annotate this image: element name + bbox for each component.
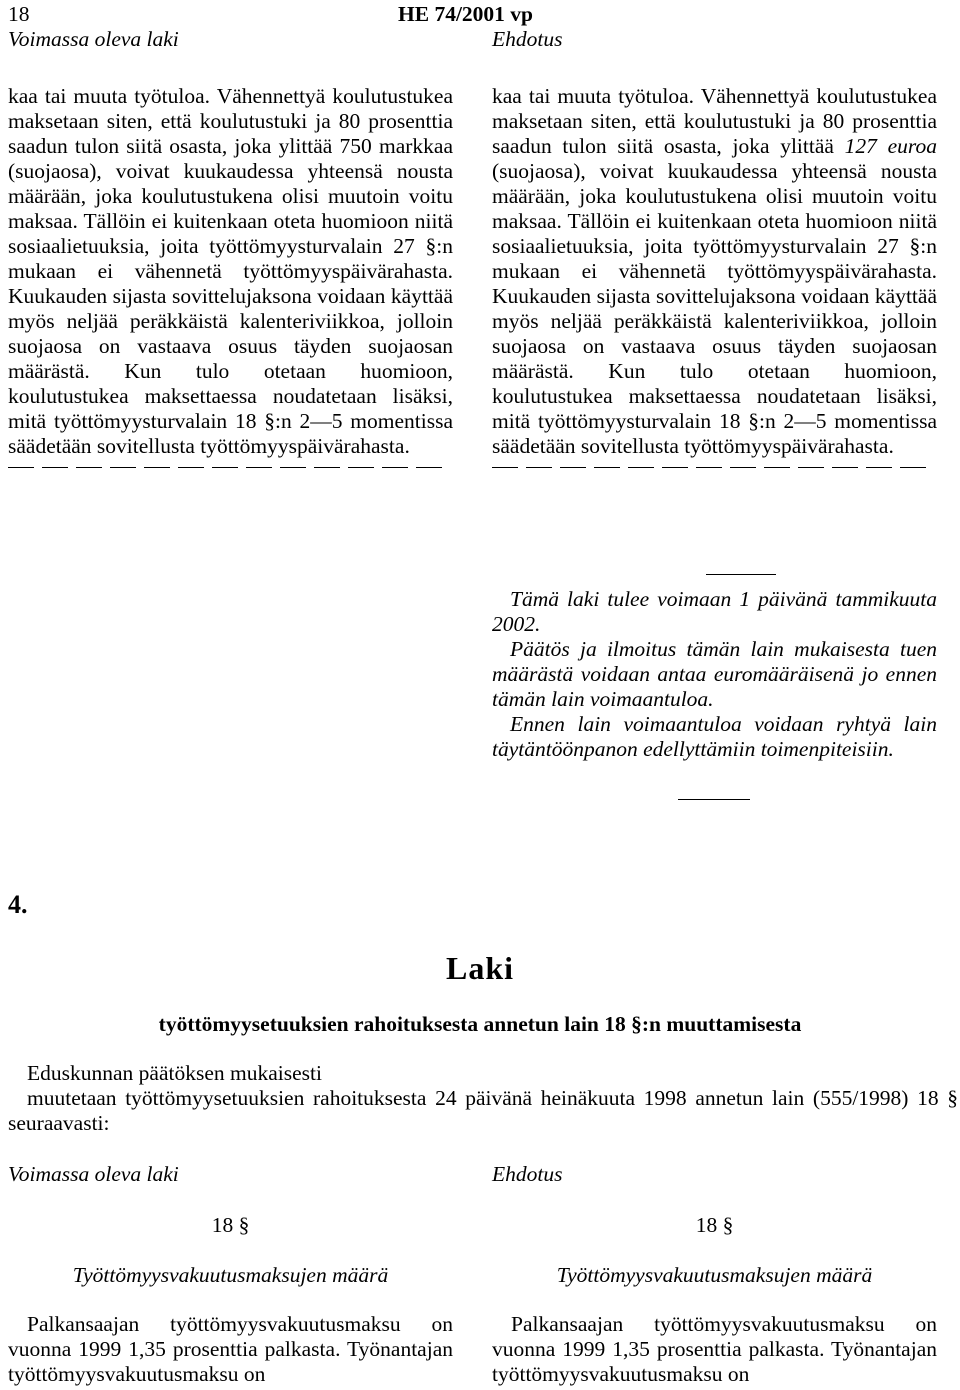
euro-amount: 127 euroa: [844, 134, 937, 158]
left-column-title: Voimassa oleva laki: [8, 27, 179, 51]
entry-into-force-para-3: Ennen lain voimaantuloa voidaan ryhtyä lain täytäntöönpanon edellyttämiin toimenpiteisiin.: [492, 712, 937, 761]
separator-rule-2: [678, 799, 750, 800]
right-paragraph-start: kaa tai muuta työtuloa. Vähennettyä koulutustukea maksetaan siten, että koulutustuki ja 80 prosenttia saadun tulon siitä osasta, joka ylittää: [492, 84, 937, 158]
left-paragraph: kaa tai muuta työtuloa. Vähennettyä koulutustukea maksetaan siten, että koulutustuki ja 80 prosenttia saadun tulon siitä osasta, joka ylittää 750 markkaa (suojaosa), voivat kuukaudessa yhteensä nousta määrään, joka koulutustukena olisi muutoin voitu maksaa. Tällöin ei kuitenkaan oteta huomioon niitä sosiaalietuuksia, joita työttömyysturvalain 27 §:n mukaan ei vähennetä työttömyyspäivärahasta. Kuukauden sijasta sovittelujaksona voidaan käyttää myös neljää peräkkäistä kalenteriviikkoa, jolloin suojaosa on vastaava osuus täyden suojaosan määrästä. Kun tulo otetaan huomioon, koulutustukea maksettaessa noudatetaan lisäksi, mitä työttömyysturvalain 18 §:n 2—5 momentissa säädetään sovitellusta työttömyyspäivärahasta.: [8, 84, 453, 458]
right-column-title: Ehdotus: [492, 27, 563, 51]
separator-rule-1: [706, 574, 776, 575]
section-body-right-text: Palkansaajan työttömyysvakuutusmaksu on vuonna 1999 1,35 prosenttia palkasta. Työnantajan työttömyysvakuutusmaksu on: [492, 1312, 937, 1386]
section-body-left-text: Palkansaajan työttömyysvakuutusmaksu on vuonna 1999 1,35 prosenttia palkasta. Työnantajan työttömyysvakuutusmaksu on: [8, 1312, 453, 1386]
law-title: Laki: [445, 950, 515, 986]
omission-dashes-left: [8, 467, 453, 468]
section-sign-right: 18 §: [695, 1213, 734, 1237]
section-body-right: [492, 1312, 937, 1387]
section-heading-left: Työttömyysvakuutusmaksujen määrä: [72, 1263, 389, 1287]
right-column-title-2: Ehdotus: [492, 1162, 563, 1186]
page-number: 18: [8, 2, 30, 26]
omission-dashes-right: [492, 467, 937, 468]
section-heading-right: Työttömyysvakuutusmaksujen määrä: [556, 1263, 873, 1287]
entry-into-force: [492, 587, 937, 762]
section-body-left: [8, 1312, 453, 1387]
right-column-upper: [492, 84, 937, 468]
amendment-clause: muutetaan työttömyysetuuksien rahoituksesta 24 päivänä heinäkuuta 1998 annetun lain (555/1998) 18 § seuraavasti:: [8, 1086, 958, 1135]
document-id: HE 74/2001 vp: [398, 2, 533, 26]
right-paragraph-end: (suojaosa), voivat kuukaudessa yhteensä nousta määrään, joka koulutustukena olisi muutoin voitu maksaa. Tällöin ei kuitenkaan oteta huomioon niitä sosiaalietuuksia, joita työttömyysturvalain 27 §:n mukaan ei vähennetä työttömyyspäivärahasta. Kuukauden sijasta sovittelujaksona voidaan käyttää myös neljää peräkkäistä kalenteriviikkoa, jolloin suojaosa on vastaava osuus täyden suojaosan määrästä. Kun tulo otetaan huomioon, koulutustukea maksettaessa noudatetaan lisäksi, mitä työttömyysturvalain 18 §:n 2—5 momentissa säädetään sovitellusta työttömyyspäivärahasta.: [492, 159, 937, 458]
entry-into-force-para-1: Tämä laki tulee voimaan 1 päivänä tammikuuta 2002.: [492, 587, 937, 636]
law-subtitle: työttömyysetuuksien rahoituksesta annetun lain 18 §:n muuttamisesta: [158, 1012, 802, 1036]
right-paragraph: [492, 84, 937, 459]
left-column-title-2: Voimassa oleva laki: [8, 1162, 179, 1186]
enactment-clause: Eduskunnan päätöksen mukaisesti: [27, 1061, 322, 1085]
section-number: 4.: [8, 890, 28, 919]
left-column-upper: [8, 84, 453, 468]
section-sign-left: 18 §: [211, 1213, 250, 1237]
entry-into-force-para-2: Päätös ja ilmoitus tämän lain mukaisesta tuen määrästä voidaan antaa euromääräisenä jo ennen tämän lain voimaantuloa.: [492, 637, 937, 711]
